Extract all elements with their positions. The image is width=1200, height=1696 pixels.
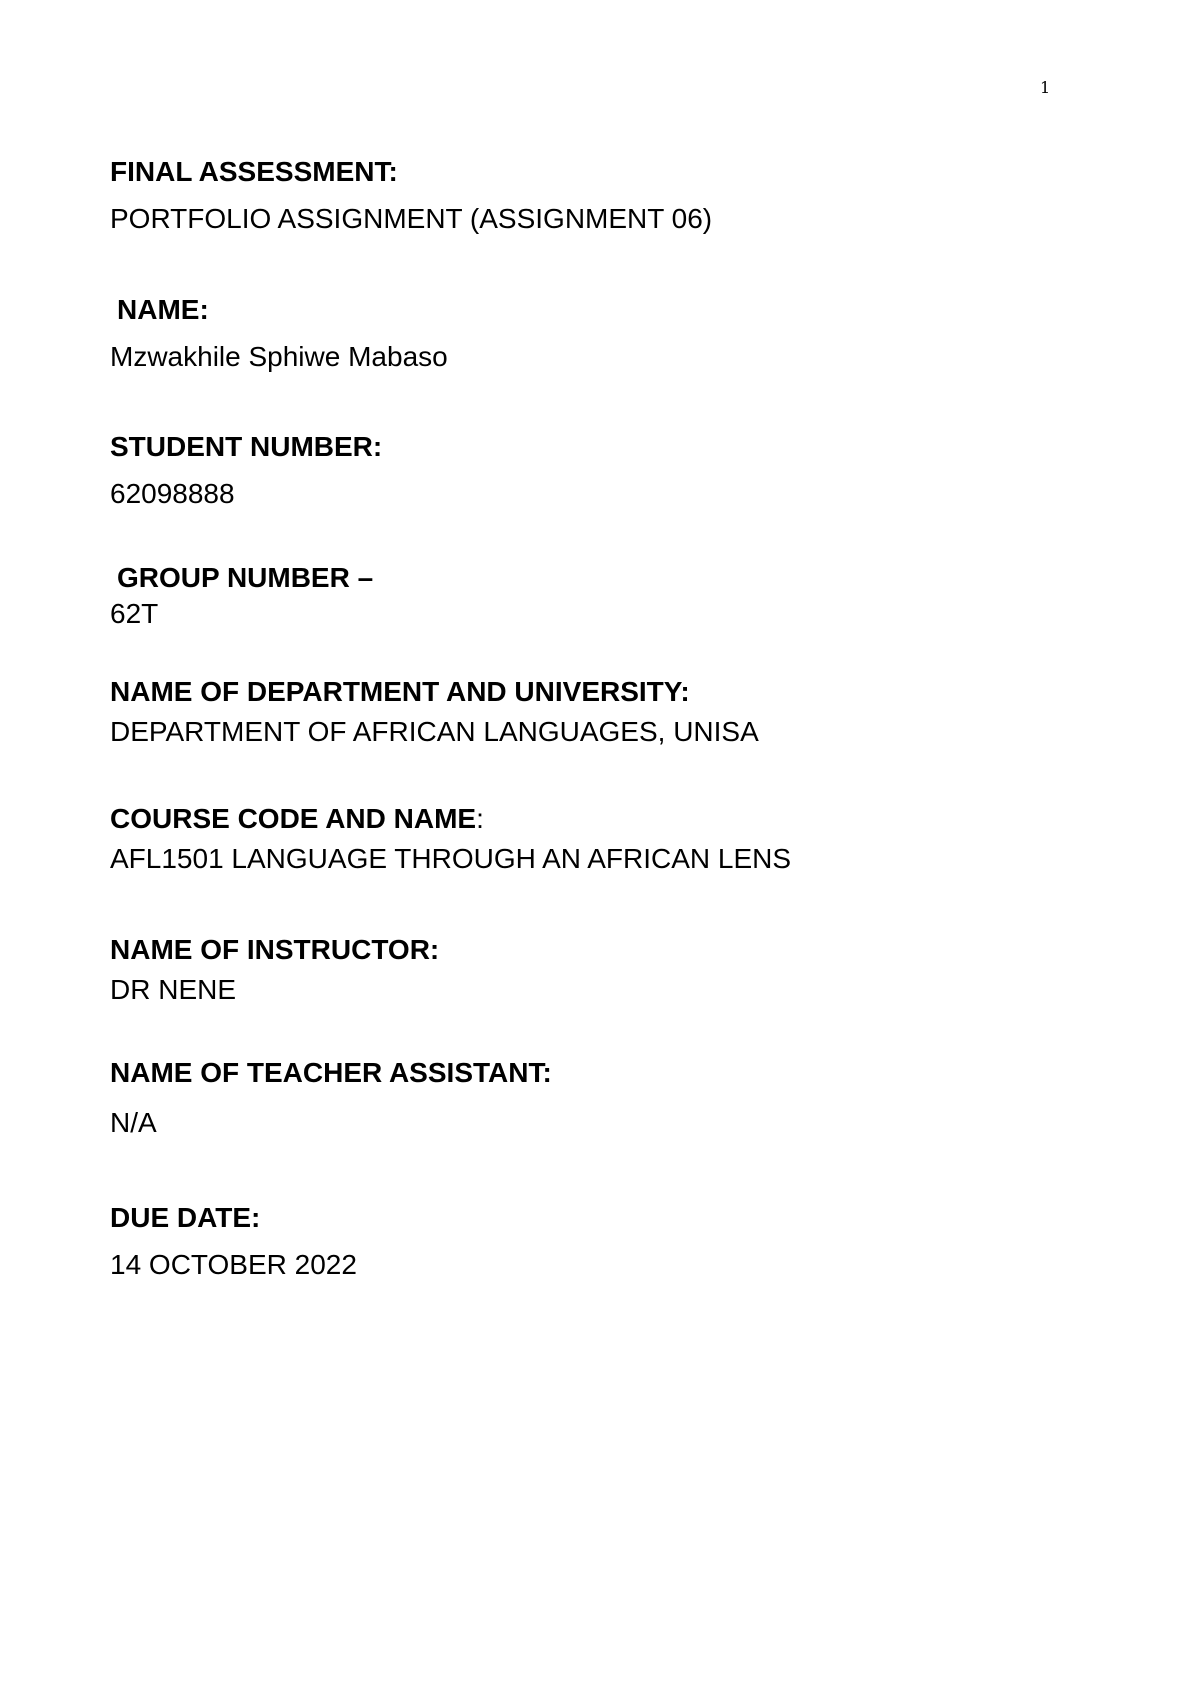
group-number-value: 62T bbox=[110, 598, 159, 629]
course-code-name-value: AFL1501 LANGUAGE THROUGH AN AFRICAN LENS bbox=[110, 843, 792, 874]
student-number-value: 62098888 bbox=[110, 478, 235, 509]
department-university-label: NAME OF DEPARTMENT AND UNIVERSITY: bbox=[110, 676, 690, 707]
course-code-name-label-colon: : bbox=[476, 803, 484, 834]
name-value: Mzwakhile Sphiwe Mabaso bbox=[110, 341, 448, 372]
final-assessment-label: FINAL ASSESSMENT: bbox=[110, 156, 398, 187]
course-code-name-label bbox=[110, 802, 484, 836]
page-number: 1 bbox=[1040, 78, 1051, 97]
final-assessment-value: PORTFOLIO ASSIGNMENT (ASSIGNMENT 06) bbox=[110, 203, 713, 234]
teacher-assistant-value: N/A bbox=[110, 1107, 157, 1138]
teacher-assistant-label: NAME OF TEACHER ASSISTANT: bbox=[110, 1057, 552, 1088]
course-code-name-label-text: COURSE CODE AND NAME bbox=[110, 803, 477, 834]
due-date-value: 14 OCTOBER 2022 bbox=[110, 1249, 357, 1280]
group-number-label: GROUP NUMBER – bbox=[117, 562, 374, 593]
student-number-label: STUDENT NUMBER: bbox=[110, 431, 383, 462]
instructor-value: DR NENE bbox=[110, 974, 237, 1005]
due-date-label: DUE DATE: bbox=[110, 1202, 261, 1233]
department-university-value: DEPARTMENT OF AFRICAN LANGUAGES, UNISA bbox=[110, 716, 759, 747]
instructor-label: NAME OF INSTRUCTOR: bbox=[110, 934, 440, 965]
name-label: NAME: bbox=[117, 294, 209, 325]
